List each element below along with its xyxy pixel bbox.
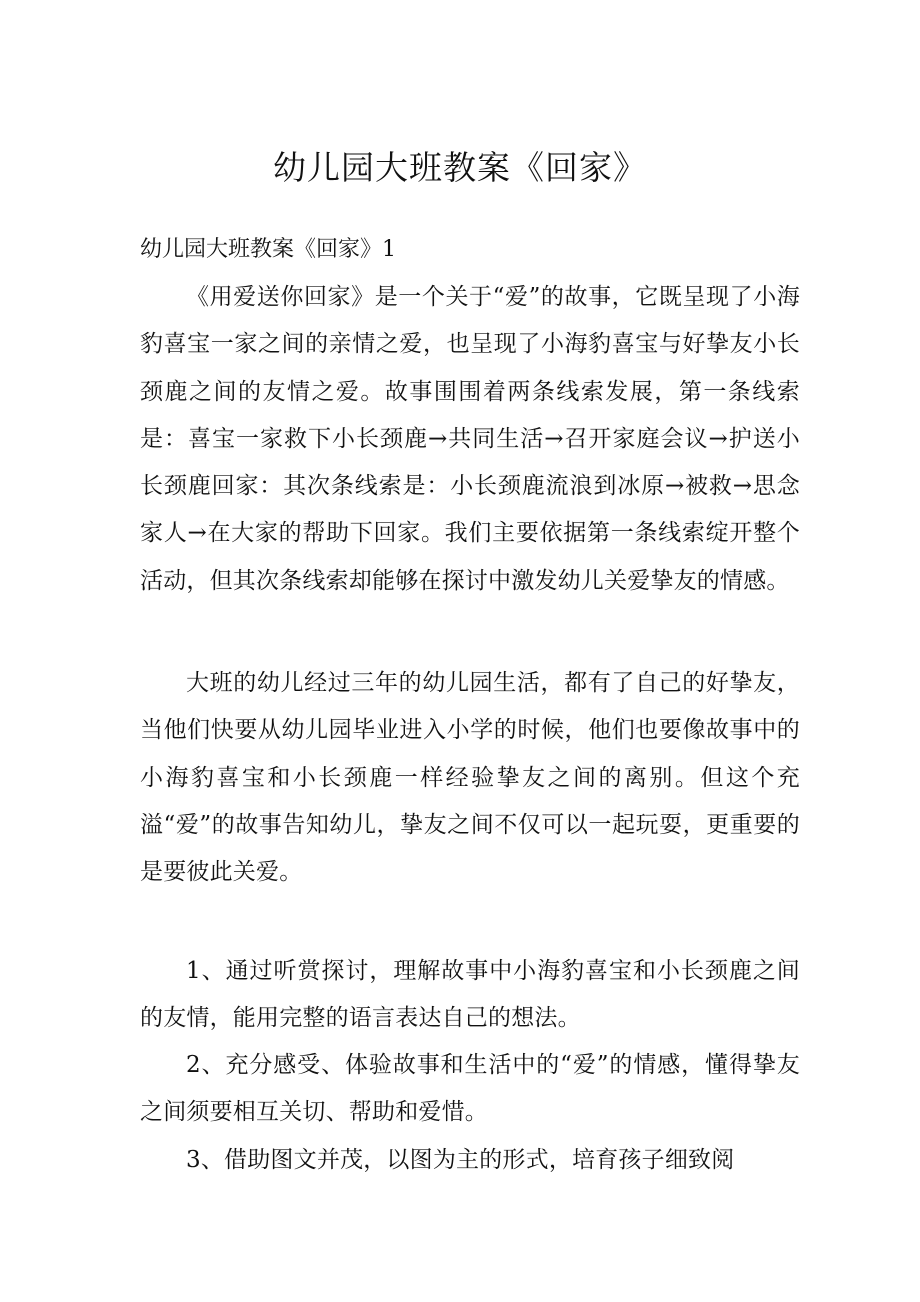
paragraph-goal-2: 2、充分感受、体验故事和生活中的“爱”的情感，懂得挚友之间须要相互关切、帮助和爱惜。 (140, 1052, 800, 1126)
paragraph-class-background: 大班的幼儿经过三年的幼儿园生活，都有了自己的好挚友，当他们快要从幼儿园毕业进入小学的时候，他们也要像故事中的小海豹喜宝和小长颈鹿一样经验挚友之间的离别。但这个充溢“爱”的故事告知幼儿，挚友之间不仅可以一起玩耍，更重要的是要彼此关爱。 (140, 670, 800, 886)
document-subtitle: 幼儿园大班教案《回家》1 (140, 237, 396, 262)
paragraph-goal-3: 3、借助图文并茂，以图为主的形式，培育孩子细致阅 (186, 1147, 735, 1173)
paragraph-goal-1: 1、通过听赏探讨，理解故事中小海豹喜宝和小长颈鹿之间的友情，能用完整的语言表达自己的想法。 (140, 958, 800, 1032)
paragraph-story-intro: 《用爱送你回家》是一个关于“爱”的故事，它既呈现了小海豹喜宝一家之间的亲情之爱，也呈现了小海豹喜宝与好挚友小长颈鹿之间的友情之爱。故事围围着两条线索发展，第一条线索是：喜宝一家救下小长颈鹿→共同生活→召开家庭会议→护送小长颈鹿回家：其次条线索是：小长颈鹿流浪到冰原→被救→思念家人→在大家的帮助下回家。我们主要依据第一条线索绽开整个活动，但其次条线索却能够在探讨中激发幼儿关爱挚友的情感。 (140, 284, 800, 594)
document-title: 幼儿园大班教案《回家》 (273, 148, 647, 187)
